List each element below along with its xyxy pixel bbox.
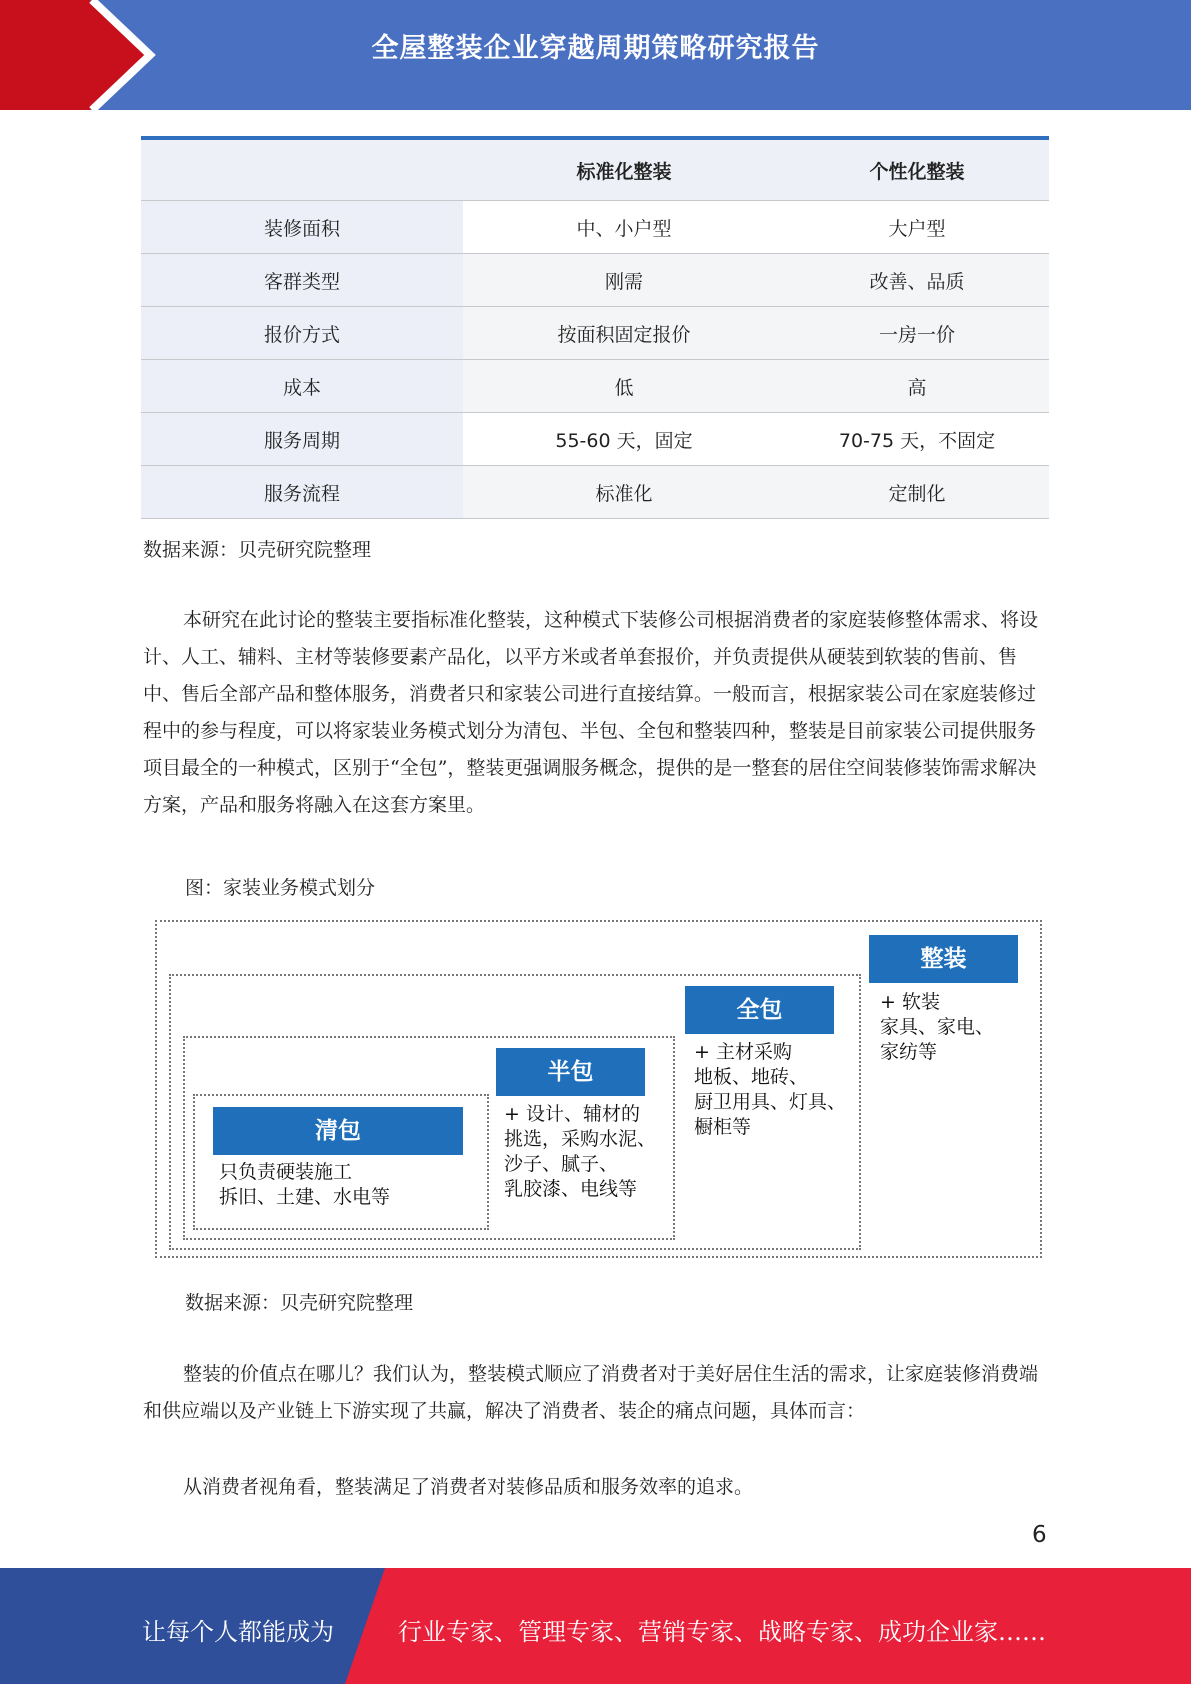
description-line: 沙子、腻子、 — [504, 1153, 619, 1175]
description-line: 家具、家电、 — [880, 1016, 995, 1038]
description-line: + 主材采购 — [694, 1041, 792, 1063]
table-cell: 70-75 天，不固定 — [785, 413, 1049, 466]
footer-slogan-right: 行业专家、管理专家、营销专家、战略专家、成功企业家…… — [398, 1618, 1046, 1646]
table-row — [141, 254, 1049, 307]
body-paragraph: 从消费者视角看，整装满足了消费者对装修品质和服务效率的追求。 — [183, 1476, 754, 1498]
table-cell: 55-60 天，固定 — [463, 413, 785, 466]
description-line: 挑选，采购水泥、 — [504, 1128, 657, 1150]
table-cell: 按面积固定报价 — [463, 307, 785, 360]
description-line: 地板、地砖、 — [694, 1066, 809, 1088]
page-number: 6 — [1032, 1522, 1047, 1548]
footer-slogan-left: 让每个人都能成为 — [142, 1618, 334, 1646]
qingbao-description — [219, 1160, 390, 1210]
description-line: 橱柜等 — [694, 1116, 752, 1138]
table-row — [141, 360, 1049, 413]
data-source-note: 数据来源：贝壳研究院整理 — [185, 1292, 414, 1314]
table-cell: 大户型 — [785, 201, 1049, 254]
page-header — [0, 0, 1191, 110]
description-line: 厨卫用具、灯具、 — [694, 1091, 847, 1113]
table-header-row — [141, 138, 1049, 201]
table-cell: 中、小户型 — [463, 201, 785, 254]
data-source-note: 数据来源：贝壳研究院整理 — [143, 539, 372, 561]
description-line: 乳胶漆、电线等 — [504, 1178, 638, 1200]
table-header-cell: 个性化整装 — [785, 138, 1049, 201]
page-footer — [0, 1568, 1191, 1684]
banbao-tag: 半包 — [496, 1048, 645, 1096]
table-row — [141, 413, 1049, 466]
description-line: + 设计、辅材的 — [504, 1103, 640, 1125]
banbao-description — [504, 1102, 656, 1202]
figure-caption: 图：家装业务模式划分 — [185, 877, 376, 899]
table-row-label: 报价方式 — [141, 307, 463, 360]
report-title: 全屋整装企业穿越周期策略研究报告 — [371, 33, 820, 64]
table-row-label: 服务周期 — [141, 413, 463, 466]
description-line: + 软装 — [880, 991, 940, 1013]
table-cell: 定制化 — [785, 466, 1049, 519]
table-cell: 标准化 — [463, 466, 785, 519]
table-cell: 低 — [463, 360, 785, 413]
comparison-table — [141, 136, 1049, 519]
table-row — [141, 307, 1049, 360]
quanbao-description — [694, 1040, 846, 1140]
table-cell: 改善、品质 — [785, 254, 1049, 307]
table-cell: 一房一价 — [785, 307, 1049, 360]
zhengzhuang-description — [880, 990, 994, 1065]
table-row-label: 装修面积 — [141, 201, 463, 254]
body-paragraph: 本研究在此讨论的整装主要指标准化整装，这种模式下装修公司根据消费者的家庭装修整体需求、将设计、人工、辅料、主材等装修要素产品化，以平方米或者单套报价，并负责提供从硬装到软装的售前、售中、售后全部产品和整体服务，消费者只和家装公司进行直接结算。一般而言，根据家装公司在家庭装修过程中的参与程度，可以将家装业务模式划分为清包、半包、全包和整装四种，整装是目前家装公司提供服务项目最全的一种模式，区别于“全包”，整装更强调服务概念，提供的是一整套的居住空间装修装饰需求解决方案，产品和服务将融入在这套方案里。 — [143, 609, 1039, 816]
description-line: 只负责硬装施工 — [219, 1161, 353, 1183]
table-cell: 高 — [785, 360, 1049, 413]
table-row-label: 服务流程 — [141, 466, 463, 519]
table-cell: 刚需 — [463, 254, 785, 307]
table-row-label: 客群类型 — [141, 254, 463, 307]
table-header-cell: 标准化整装 — [463, 138, 785, 201]
description-line: 拆旧、土建、水电等 — [219, 1186, 391, 1208]
table-row — [141, 201, 1049, 254]
description-line: 家纺等 — [880, 1041, 938, 1063]
qingbao-tag: 清包 — [213, 1107, 463, 1155]
zhengzhuang-tag: 整装 — [869, 935, 1018, 983]
body-paragraph: 整装的价值点在哪儿？我们认为，整装模式顺应了消费者对于美好居住生活的需求，让家庭装修消费端和供应端以及产业链上下游实现了共赢，解决了消费者、装企的痛点问题，具体而言： — [143, 1363, 1039, 1422]
quanbao-tag: 全包 — [685, 986, 834, 1034]
table-row-label: 成本 — [141, 360, 463, 413]
table-header-cell — [141, 138, 463, 201]
table-row — [141, 466, 1049, 519]
